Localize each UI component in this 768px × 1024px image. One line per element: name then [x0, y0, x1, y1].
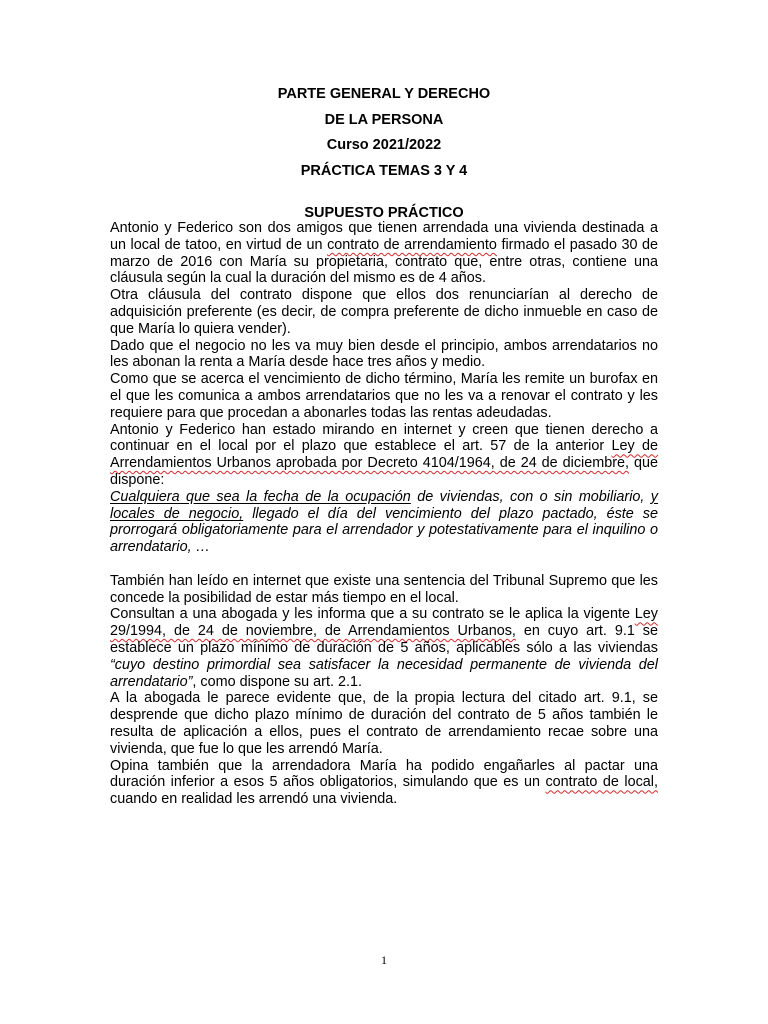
paragraph-3: Dado que el negocio no les va muy bien desde el principio, ambos arrendatarios no les abonan la renta a María desde hace tres años y medio. [110, 337, 658, 371]
quoted-article-text: “cuyo destino primordial sea satisfacer la necesidad permanente de vivienda del arrendatario” [110, 656, 658, 690]
paragraph-5: Antonio y Federico han estado mirando en internet y creen que tienen derecho a continuar en el local por el plazo que establece el art. 57 de la anterior Ley de Arrendamientos Urbanos aprobada por Decreto 4104/1964, de 24 de diciembre, que dispone: [110, 421, 658, 488]
paragraph-9: Opina también que la arrendadora María ha podido engañarles al pactar una duración inferior a esos 5 años obligatorios, simulando que es un contrato de local, cuando en realidad les arrendó una vivienda. [110, 757, 658, 808]
section-title: SUPUESTO PRÁCTICO [304, 205, 464, 221]
spellcheck-flag-contrato[interactable]: contrato de arrendamiento [327, 236, 497, 253]
paragraph-7: Consultan a una abogada y les informa que a su contrato se le aplica la vigente Ley 29/1994, de 24 de noviembre, de Arrendamientos Urbanos, en cuyo art. 9.1 se establece un plazo mínimo de duración de 5 años, aplicables sólo a las viviendas “cuyo destino primordial sea satisfacer la necesidad permanente de vivienda del arrendatario”, como dispone su art. 2.1. [110, 606, 658, 690]
blank-line [110, 556, 658, 573]
doc-course-year: Curso 2021/2022 [326, 137, 442, 153]
paragraph-6: También han leído en internet que existe una sentencia del Tribunal Supremo que les concede la posibilidad de estar más tiempo en el local. [110, 572, 658, 606]
spellcheck-flag-ley-1964[interactable]: Ley de Arrendamientos Urbanos aprobada por Decreto 4104/1964, de 24 de diciembre, [110, 438, 658, 472]
quote-underlined-phrase-2: y locales de negocio, [110, 488, 658, 522]
spellcheck-flag-contrato-local[interactable]: contrato de local, [545, 774, 658, 791]
spellcheck-flag-ley-1994[interactable]: Ley 29/1994, de 24 de noviembre, de Arrendamientos Urbanos, [110, 606, 658, 640]
page-number: 1 [381, 953, 387, 967]
paragraph-2: Otra cláusula del contrato dispone que ellos dos renunciarían al derecho de adquisición preferente (es decir, de compra preferente de dicho inmueble en caso de que María lo quiera vender). [110, 287, 658, 337]
paragraph-4: Como que se acerca el vencimiento de dicho término, María les remite un burofax en el que les comunica a ambos arrendatarios que no les va a renovar el contrato y les requiere para que procedan a abonarles todas las rentas adeudadas. [110, 371, 658, 421]
doc-title-line-2: DE LA PERSONA [324, 112, 444, 128]
legal-quote: Cualquiera que sea la fecha de la ocupación de viviendas, con o sin mobiliario, y locales de negocio, llegado el día del vencimiento del plazo pactado, éste se prorrogará obligatoriamente para el arrendador y potestativamente para el inquilino o arrendatario, … [110, 488, 658, 556]
body-text [110, 220, 658, 808]
paragraph-1: Antonio y Federico son dos amigos que tienen arrendada una vivienda destinada a un local de tatoo, en virtud de un contrato de arrendamiento firmado el pasado 30 de marzo de 2016 con María su propietaria, contrato que, entre otras, contiene una cláusula según la cual la duración del mismo es de 4 años. [110, 220, 659, 287]
quote-underlined-phrase-1: Cualquiera que sea la fecha de la ocupación [110, 488, 411, 505]
paragraph-8: A la abogada le parece evidente que, de la propia lectura del citado art. 9.1, se desprende que dicho plazo mínimo de duración del contrato de 5 años también le resulta de aplicación a ellos, pues el contrato de arrendamiento recae sobre una vivienda, que fue lo que les arrendó María. [110, 690, 658, 757]
doc-title-line-1: PARTE GENERAL Y DERECHO [277, 86, 491, 102]
doc-practice-topics: PRÁCTICA TEMAS 3 Y 4 [300, 163, 468, 179]
